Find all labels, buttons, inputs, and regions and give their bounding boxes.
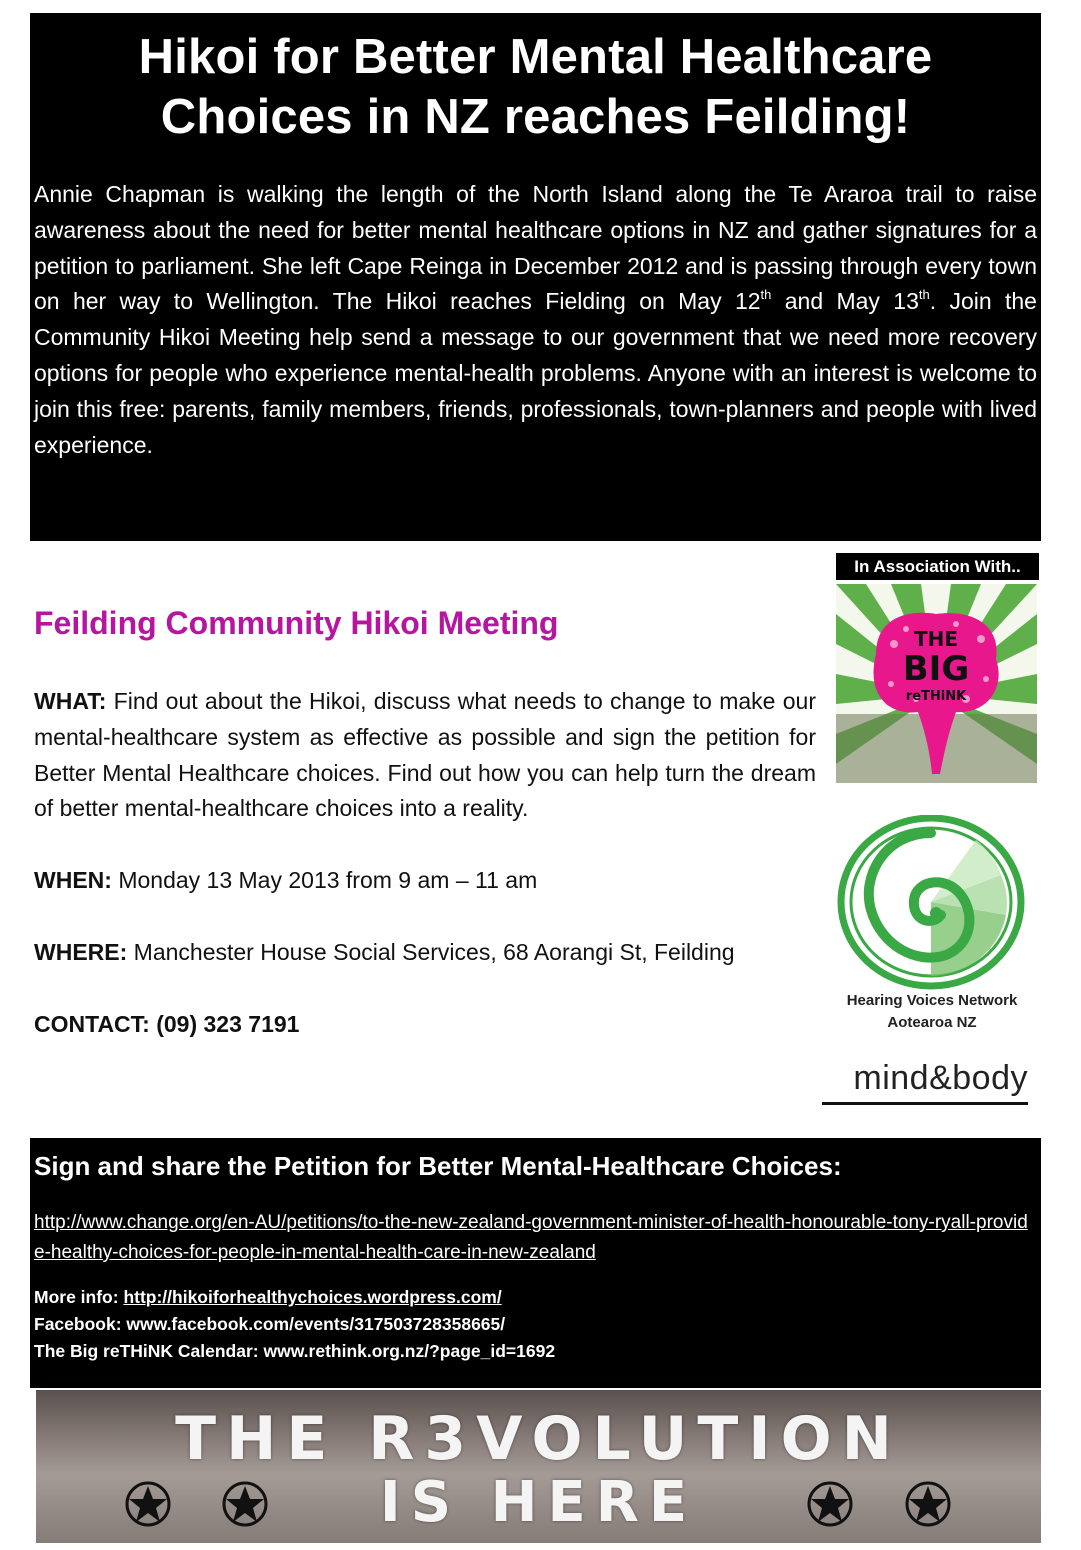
where-paragraph xyxy=(34,935,816,971)
contact-line: CONTACT: (09) 323 7191 xyxy=(34,1010,300,1037)
more-info-label: More info: xyxy=(34,1287,124,1307)
petition-link[interactable]: http://www.change.org/en-AU/petitions/to-the-new-zealand-government-minister-of-health-honourable-tony-ryall-provide-healthy-choices-for-people-in-mental-health-care-in-new-zealand xyxy=(34,1212,1028,1263)
intro-paragraph xyxy=(34,177,1037,463)
where-text: Manchester House Social Services, 68 Aorangi St, Feilding xyxy=(127,938,735,965)
when-label: WHEN: xyxy=(34,867,112,894)
more-info-link[interactable]: http://hikoiforhealthychoices.wordpress.com/ xyxy=(123,1287,502,1307)
calendar-line: The Big reTHiNK Calendar: www.rethink.org.nz/?page_id=1692 xyxy=(34,1341,556,1361)
intro-sup-2: th xyxy=(918,287,930,303)
what-text: Find out about the Hikoi, discuss what needs to change to make our mental-healthcare system as effective as possible and sign the petition for Better Mental Healthcare choices. Find out how you can help turn the dream of better mental-healthcare choices into a reality. xyxy=(34,688,816,822)
when-paragraph xyxy=(34,863,816,899)
petition-heading: Sign and share the Petition for Better Mental-Healthcare Choices: xyxy=(34,1151,842,1181)
intro-text-1: Annie Chapman is walking the length of the North Island along the Te Araroa trail to raise awareness about the need for better mental healthcare options in NZ and gather signatures for a petition to parliament. She left Cape Reinga in December 2012 and is passing through every town on her way to Wellington. The Hikoi reaches Fielding on May 12 xyxy=(34,181,1037,315)
what-label: WHAT: xyxy=(34,688,107,714)
revolution-banner xyxy=(36,1390,1041,1543)
when-text: Monday 13 May 2013 from 9 am – 11 am xyxy=(111,867,538,894)
big-rethink-word-big: BIG xyxy=(902,649,970,689)
petition-info-links xyxy=(34,1284,1037,1365)
hero-banner xyxy=(30,13,1041,541)
more-info-line xyxy=(34,1284,1037,1311)
hvn-label-line-2: Aotearoa NZ xyxy=(887,1014,977,1031)
association-label: In Association With.. xyxy=(836,553,1039,580)
hearing-voices-network-label xyxy=(826,990,1038,1034)
page-title xyxy=(34,27,1037,147)
facebook-line: Facebook: www.facebook.com/events/317503728358665/ xyxy=(34,1314,506,1334)
big-rethink-logo xyxy=(836,584,1037,783)
page-title-line-2: Choices in NZ reaches Feilding! xyxy=(160,90,911,144)
big-rethink-word-the: THE xyxy=(913,627,959,651)
mind-and-body-logo: mind&body xyxy=(822,1058,1028,1105)
intro-sup-1: th xyxy=(760,287,772,303)
star-icon xyxy=(904,1480,952,1528)
what-paragraph xyxy=(34,684,816,827)
star-icon xyxy=(806,1480,854,1528)
intro-text-3: . Join the Community Hikoi Meeting help send a message to our government that we need more recovery options for people who experience mental-health problems. Anyone with an interest is welcome to join this free: parents, family members, friends, professionals, town-planners and people with lived experience. xyxy=(34,288,1037,458)
page-title-line-1: Hikoi for Better Mental Healthcare xyxy=(138,30,933,84)
banner-line-1: THE R3VOLUTION xyxy=(175,1404,902,1474)
banner-line-2: IS HERE xyxy=(379,1470,698,1535)
star-icon xyxy=(124,1480,172,1528)
star-icon xyxy=(221,1480,269,1528)
big-rethink-word-rethink: reTHiNK xyxy=(905,689,967,704)
petition-section xyxy=(30,1138,1041,1388)
intro-text-2: and May 13 xyxy=(771,288,919,315)
hvn-label-line-1: Hearing Voices Network xyxy=(846,992,1018,1009)
hearing-voices-network-logo xyxy=(836,815,1026,990)
meeting-heading: Feilding Community Hikoi Meeting xyxy=(34,605,559,641)
meeting-section xyxy=(34,600,816,1043)
where-label: WHERE: xyxy=(34,938,128,965)
